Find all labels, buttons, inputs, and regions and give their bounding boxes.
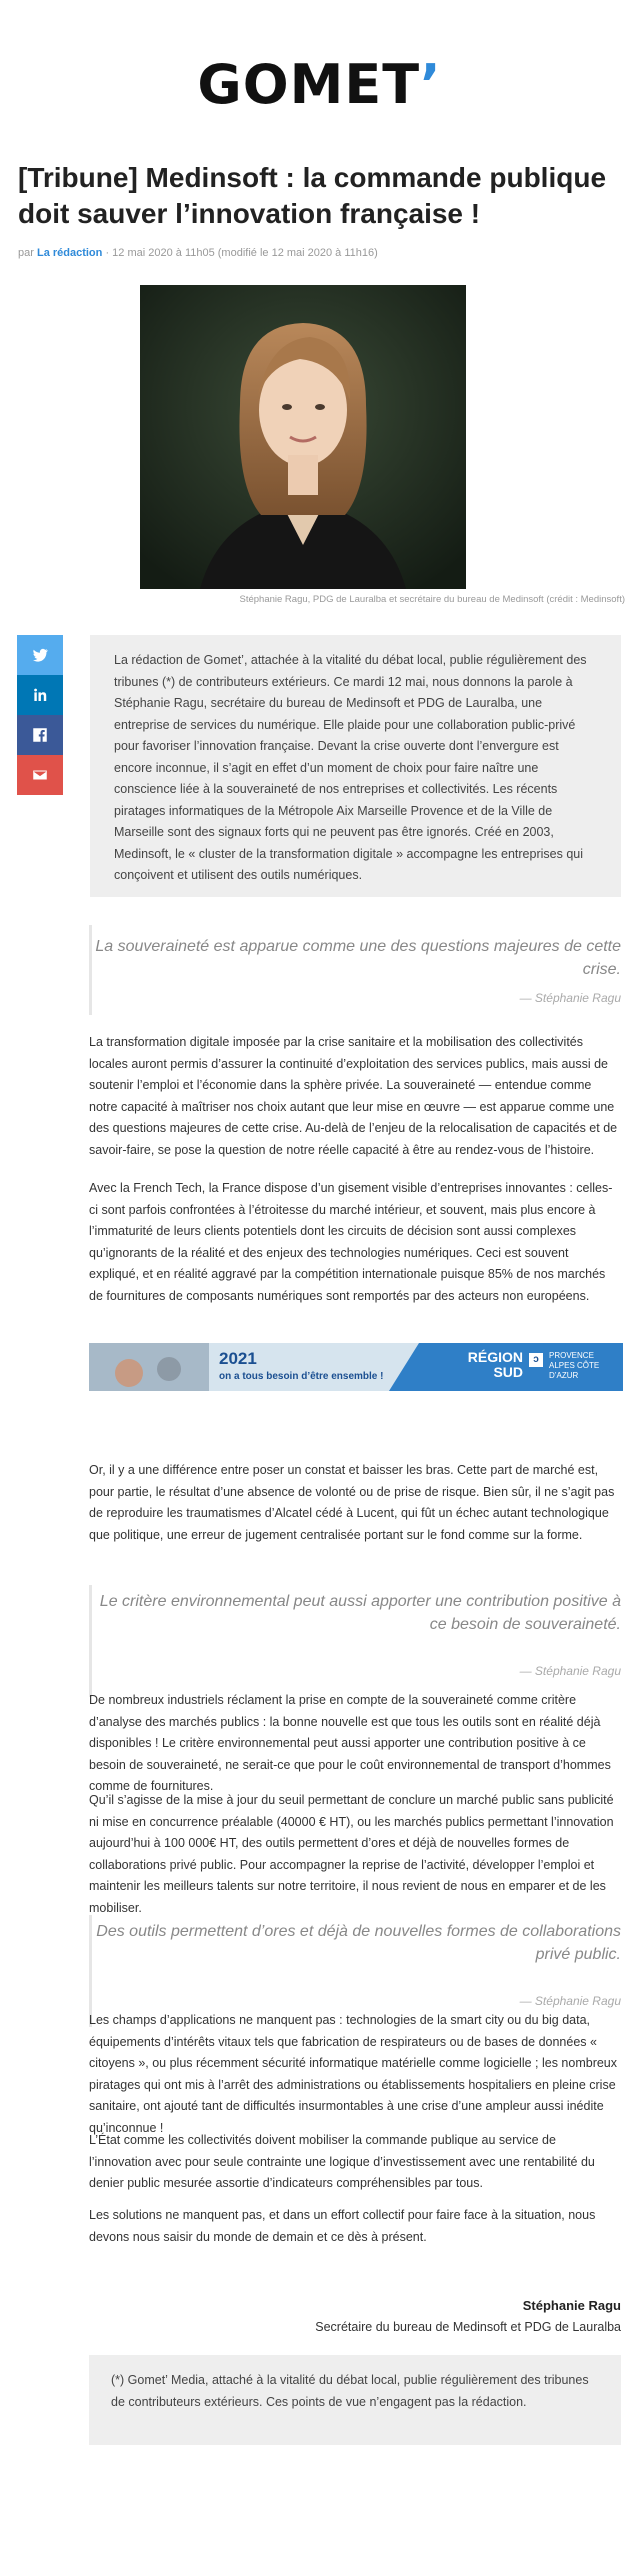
paragraph-6: Les champs d’applications ne manquent pas : technologies de la smart city ou du big data, équipements d’intérêts vitaux tels que fabrication de respirateurs ou de bases de données « citoyens », ou plus récemment sécurité informatique matérielle comme logicielle ; les nombreux piratages qui ont mis à l’arrêt des administrations ou établissements hospitaliers en pleine crise sanitaire, ont ajouté tant de difficultés insurmontables à une crise d’une ampleur aussi inédite qu’inconnue ! xyxy=(89,2013,618,2135)
portrait-illustration xyxy=(140,285,466,589)
banner-region-sub: PROVENCE ALPES CÔTE D’AZUR xyxy=(549,1351,600,1380)
quote-source: — Stéphanie Ragu xyxy=(519,1664,621,1678)
region-sud-ad-banner[interactable] xyxy=(89,1343,623,1391)
banner-region-label: RÉGION SUD xyxy=(467,1349,523,1380)
quote-source: — Stéphanie Ragu xyxy=(519,991,621,1005)
editorial-footnote: (*) Gomet’ Media, attaché à la vitalité du débat local, publie régulièrement des tribunes de contributeurs extérieurs. Ces points de vue n’engagent pas la rédaction. xyxy=(89,2355,621,2445)
share-twitter-button[interactable] xyxy=(17,635,63,675)
author-portrait xyxy=(140,285,466,589)
paragraph-2: Avec la French Tech, la France dispose d’un gisement visible d’entreprises innovantes : celles-ci sont parfois confrontées à l’étroitesse du marché intérieur, et souvent, mais plus encore à l’immaturité de leurs clients potentiels dont les circuits de décision sont aussi complexes qu’ignorants de la réalité et des enjeux des technologies numériques. Ceci est souvent expliqué, et en réalité aggravé par la compétition internationale puisque 85% de nos marchés de fournitures de composants numériques sont remportés par des acteurs non européens. xyxy=(89,1181,613,1303)
quote-text: La souveraineté est apparue comme une des questions majeures de cette crise. xyxy=(95,938,621,978)
facebook-icon xyxy=(31,726,49,744)
linkedin-icon xyxy=(31,686,49,704)
paragraph-8: Les solutions ne manquent pas, et dans un effort collectif pour faire face à la situation, nous devons nous saisir du monde de demain et ce dès à présent. xyxy=(89,2208,596,2244)
logo-accent: ’ xyxy=(420,53,442,116)
share-linkedin-button[interactable] xyxy=(17,675,63,715)
photo-caption: Stéphanie Ragu, PDG de Lauralba et secrétaire du bureau de Medinsoft (crédit : Medinsoft) xyxy=(239,594,625,605)
region-logo-icon: ↄ xyxy=(529,1353,543,1367)
paragraph-7: L’État comme les collectivités doivent mobiliser la commande publique au service de l’innovation avec pour seule contrainte une logique d’investissement avec une rentabilité du denier public mesurée assortie d’indicateurs compréhensibles par tous. xyxy=(89,2133,595,2190)
author-link[interactable]: La rédaction xyxy=(36,247,103,259)
banner-background xyxy=(89,1343,623,1391)
share-facebook-button[interactable] xyxy=(17,715,63,755)
paragraph-1: La transformation digitale imposée par la crise sanitaire et la mobilisation des collectivités locales auront permis d’assurer la continuité d’exploitation des services publics, mais aussi de soutenir l’emploi et l’économie dans la sphère privée. La souveraineté — entendue comme notre capacité à maîtriser nos choix autant que leur mise en œuvre — est apparue comme une des questions majeures de cette crise. Au-delà de l’enjeu de la relocalisation de capacités et de savoir-faire, se pose la question de notre réelle capacité à être au rendez-vous de l’histoire. xyxy=(89,1035,618,1157)
signature-role: Secrétaire du bureau de Medinsoft et PDG de Lauralba xyxy=(315,2320,621,2334)
banner-tagline: on a tous besoin d’être ensemble ! xyxy=(219,1371,384,1382)
pull-quote-1 xyxy=(89,925,621,1015)
twitter-icon xyxy=(31,646,49,664)
site-logo[interactable]: GOMET’ xyxy=(197,53,442,116)
mail-icon xyxy=(31,766,49,784)
share-email-button[interactable] xyxy=(17,755,63,795)
article-title: [Tribune] Medinsoft : la commande publique doit sauver l’innovation française ! xyxy=(18,162,607,229)
article-meta: par La rédaction · 12 mai 2020 à 11h05 (modifié le 12 mai 2020 à 11h16) xyxy=(18,247,378,259)
signature-name: Stéphanie Ragu xyxy=(522,2298,621,2313)
paragraph-5: Qu’il s’agisse de la mise à jour du seuil permettant de conclure un marché public sans publicité ni mise en concurrence préalable (40000 € HT), ou les marchés publics permettant l’innovation aujourd’hui à 100 000€ HT, des outils permettent d’ores et déjà de nouvelles formes de collaborations privé public. Pour accompagner la reprise de l’activité, développer l’emploi et maintenir les meilleurs talents sur notre territoire, il nous revient de nous en emparer et de les mobiliser. xyxy=(89,1793,614,1915)
quote-text: Le critère environnemental peut aussi apporter une contribution positive à ce besoin de souveraineté. xyxy=(99,1593,621,1633)
banner-year: 2021 xyxy=(219,1349,257,1368)
quote-text: Des outils permettent d’ores et déjà de nouvelles formes de collaborations privé public. xyxy=(96,1923,621,1963)
intro-box: La rédaction de Gomet’, attachée à la vitalité du débat local, publie régulièrement des tribunes (*) de contributeurs extérieurs. Ce mardi 12 mai, nous donnons la parole à Stéphanie Ragu, secrétaire du bureau de Medinsoft et PDG de Lauralba, une entreprise de services du numérique. Elle plaide pour une collaboration public-privé pour favoriser l’innovation française. Devant la crise ouverte dont l’envergure est encore inconnue, il s’agit en effet d’un moment de choix pour faire naître une conscience liée à la souveraineté de nos entreprises et collectivités. Les récents piratages informatiques de la Métropole Aix Marseille Provence et de la Ville de Marseille sont des signaux forts qui ne peuvent pas être ignorés. Créé en 2003, Medinsoft, le « cluster de la transformation digitale » accompagne les entreprises qui conçoivent et utilisent des outils numériques. xyxy=(90,635,621,897)
meta-prefix: par xyxy=(18,247,34,259)
paragraph-4: De nombreux industriels réclament la prise en compte de la souveraineté comme critère d’analyse des marchés publics : la bonne nouvelle est que tous les outils sont en réalité déjà disponibles ! Le critère environnemental peut aussi apporter une contribution positive à ce besoin de souveraineté, ne serait-ce que pour le coût environnemental de transport d’hommes comme de fournitures. xyxy=(89,1693,611,1793)
paragraph-3: Or, il y a une différence entre poser un constat et baisser les bras. Cette part de marché est, pour partie, le résultat d’une absence de volonté ou de prise de risque. Bien sûr, il ne s’agit pas de reproduire les traumatismes d’Alcatel cédé à Lucent, qui fût un échec autant technologique que politique, une erreur de jugement centralisée portant sur le fond comme sur la forme. xyxy=(89,1463,615,1542)
quote-source: — Stéphanie Ragu xyxy=(519,1994,621,2008)
pull-quote-2 xyxy=(89,1585,621,1697)
article-date: 12 mai 2020 à 11h05 (modifié le 12 mai 2020 à 11h16) xyxy=(112,247,378,259)
